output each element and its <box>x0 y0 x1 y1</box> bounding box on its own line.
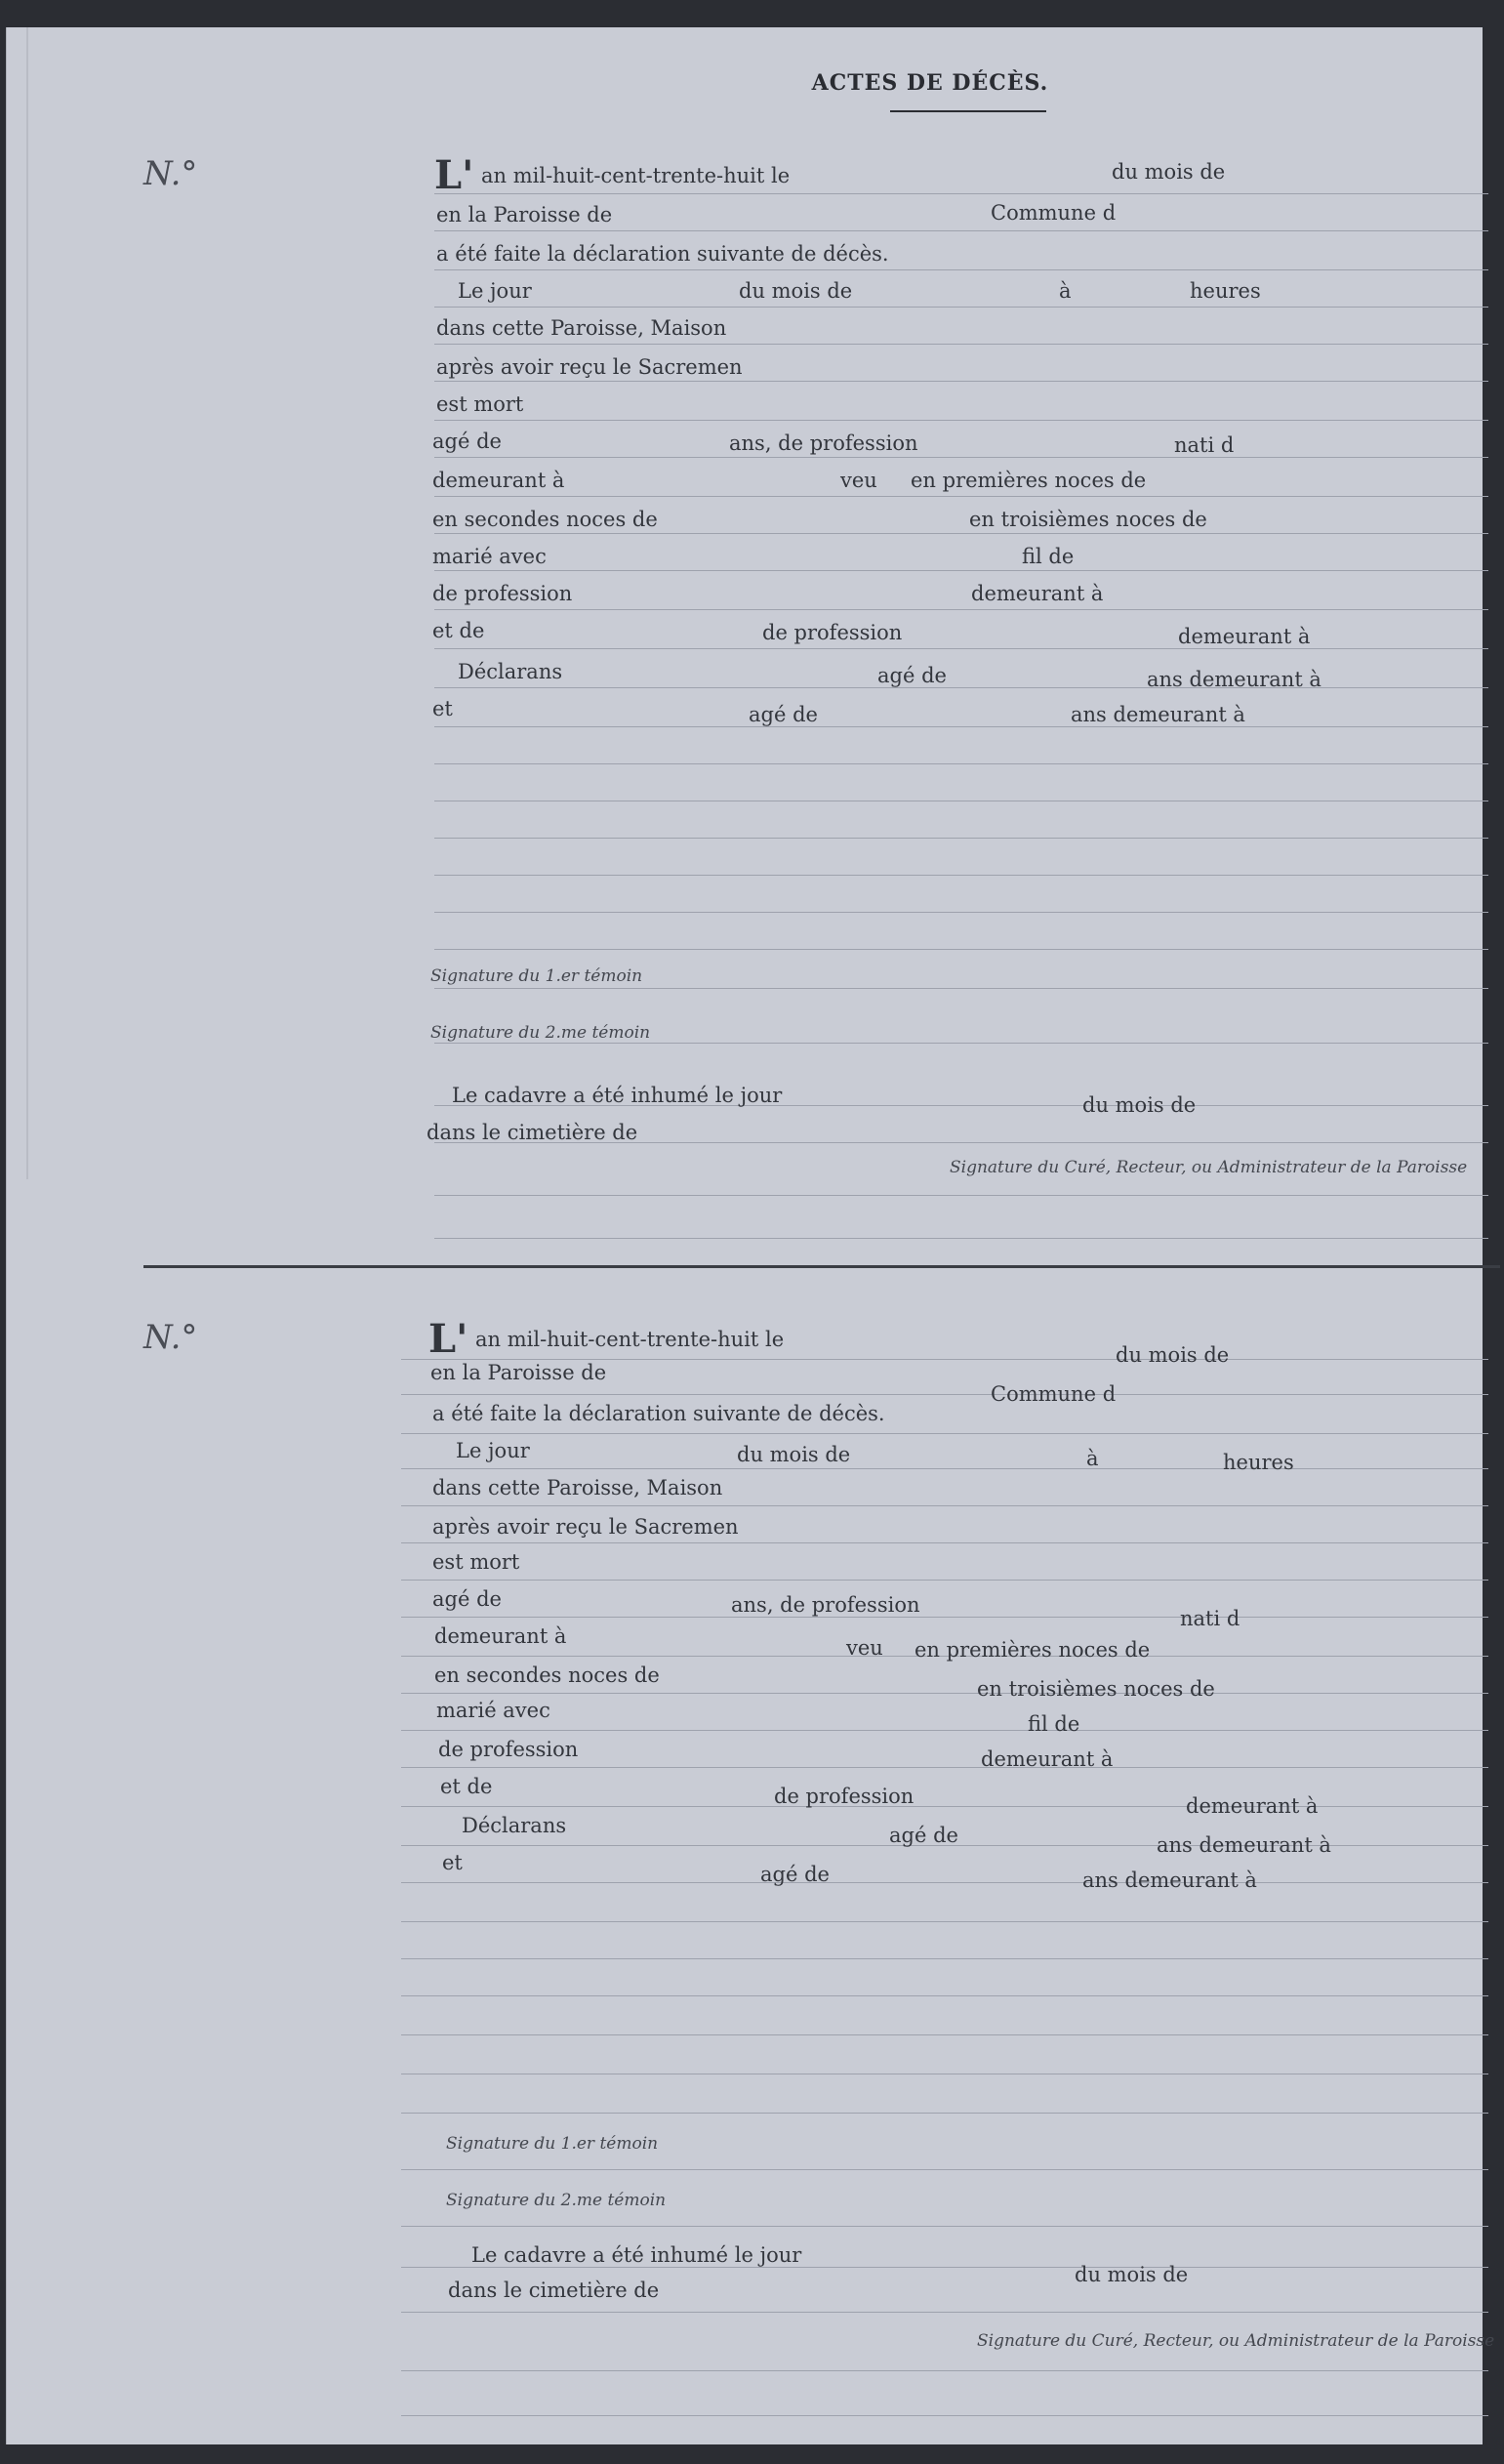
label-troisiemes-noces: en troisièmes noces de <box>977 1677 1215 1701</box>
ruled-line <box>434 1238 1488 1239</box>
label-et: et <box>442 1851 463 1874</box>
label-maison: dans cette Paroisse, Maison <box>436 316 727 340</box>
ruled-line <box>401 1359 1488 1360</box>
label-declaration: a été faite la déclaration suivante de décès. <box>436 242 889 266</box>
ruled-line <box>401 1958 1488 1959</box>
label-commune: Commune d <box>991 201 1117 225</box>
ruled-line <box>434 949 1488 950</box>
ruled-line <box>401 2267 1488 2268</box>
ruled-line <box>434 269 1488 270</box>
label-le-jour: Le jour <box>458 279 532 303</box>
ruled-line <box>434 230 1488 231</box>
label-ans-demeurant-2: ans demeurant à <box>1082 1869 1257 1892</box>
signature-cure: Signature du Curé, Recteur, ou Administrateur de la Paroisse <box>950 1158 1468 1177</box>
label-cadavre: Le cadavre a été inhumé le jour <box>471 2243 802 2267</box>
label-nati: nati d <box>1180 1607 1240 1630</box>
ruled-line <box>401 2415 1488 2416</box>
label-est-mort: est mort <box>436 392 524 416</box>
label-secondes-noces: en secondes noces de <box>432 508 658 531</box>
ruled-line <box>401 1730 1488 1731</box>
ruled-line <box>401 2034 1488 2035</box>
ruled-line <box>401 1617 1488 1618</box>
ruled-line <box>434 1043 1488 1044</box>
ruled-line <box>401 2312 1488 2313</box>
label-du-mois-de: du mois de <box>1112 160 1226 184</box>
label-marie-avec: marié avec <box>436 1699 550 1722</box>
label-du-mois-de-2: du mois de <box>737 1443 851 1466</box>
signature-cure: Signature du Curé, Recteur, ou Administrateur de la Paroisse <box>977 2331 1495 2351</box>
label-veu: veu <box>840 469 877 492</box>
ruled-line <box>401 1882 1488 1883</box>
label-du-mois-de-2: du mois de <box>739 279 853 303</box>
label-ans-demeurant-2: ans demeurant à <box>1071 703 1245 726</box>
signature-witness-2: Signature du 2.me témoin <box>446 2191 667 2210</box>
label-a: à <box>1086 1447 1099 1470</box>
label-cadavre: Le cadavre a été inhumé le jour <box>452 1084 783 1107</box>
label-demeurant: demeurant à <box>434 1624 567 1648</box>
label-age-de-3: agé de <box>760 1863 830 1886</box>
ruled-line <box>401 1580 1488 1581</box>
label-demeurant-a: demeurant à <box>981 1747 1114 1771</box>
label-de-profession-2: de profession <box>774 1785 915 1808</box>
ruled-line <box>434 609 1488 610</box>
label-age-de: agé de <box>432 1587 502 1611</box>
label-commune: Commune d <box>991 1382 1117 1406</box>
ruled-line <box>434 193 1488 194</box>
ruled-line <box>434 307 1488 308</box>
label-demeurant-a-2: demeurant à <box>1186 1794 1319 1818</box>
ruled-line <box>401 1767 1488 1768</box>
label-du-mois-de: du mois de <box>1116 1343 1230 1367</box>
entry-number-label: N.° <box>143 1318 198 1357</box>
ruled-line <box>434 988 1488 989</box>
ruled-line <box>434 726 1488 727</box>
label-a: à <box>1059 279 1072 303</box>
label-veu: veu <box>846 1636 883 1660</box>
label-et-de: et de <box>432 619 485 642</box>
label-ans-demeurant: ans demeurant à <box>1157 1833 1331 1857</box>
label-age-de-3: agé de <box>749 703 818 726</box>
ruled-line <box>434 875 1488 876</box>
label-et: et <box>432 697 453 720</box>
label-secondes-noces: en secondes noces de <box>434 1663 660 1687</box>
register-page <box>6 27 1495 2444</box>
ruled-line <box>401 2113 1488 2114</box>
ruled-line <box>434 344 1488 345</box>
ruled-line <box>434 648 1488 649</box>
signature-witness-1: Signature du 1.er témoin <box>430 966 643 986</box>
entry-separator <box>143 1265 1500 1268</box>
label-paroisse: en la Paroisse de <box>436 203 613 226</box>
label-age-de: agé de <box>432 430 502 453</box>
signature-witness-2: Signature du 2.me témoin <box>430 1023 651 1043</box>
ruled-line <box>434 496 1488 497</box>
label-est-mort: est mort <box>432 1550 520 1574</box>
ruled-line <box>401 1693 1488 1694</box>
ruled-line <box>401 1433 1488 1434</box>
label-nati: nati d <box>1174 433 1235 457</box>
label-demeurant-a: demeurant à <box>971 582 1104 605</box>
label-et-de: et de <box>440 1775 493 1798</box>
first-line-text: an mil-huit-cent-trente-huit le <box>475 1328 785 1351</box>
ruled-line <box>434 838 1488 839</box>
label-du-mois-de-3: du mois de <box>1082 1093 1197 1117</box>
label-troisiemes-noces: en troisièmes noces de <box>969 508 1207 531</box>
ruled-line <box>401 1921 1488 1922</box>
title-underline <box>890 110 1046 112</box>
label-fil-de: fil de <box>1028 1712 1080 1736</box>
signature-witness-1: Signature du 1.er témoin <box>446 2134 659 2154</box>
ruled-line <box>434 687 1488 688</box>
ruled-line <box>401 1806 1488 1807</box>
page-spine <box>26 27 28 1179</box>
label-fil-de: fil de <box>1022 545 1075 568</box>
ruled-line <box>401 2169 1488 2170</box>
label-de-profession: de profession <box>438 1738 579 1761</box>
label-premieres-noces: en premières noces de <box>911 469 1147 492</box>
label-sacremen: après avoir reçu le Sacremen <box>436 355 743 379</box>
ruled-line <box>434 381 1488 382</box>
label-declaration: a été faite la déclaration suivante de décès. <box>432 1402 885 1425</box>
entry-number-label: N.° <box>143 154 198 193</box>
ruled-line <box>434 912 1488 913</box>
ruled-line <box>434 570 1488 571</box>
ruled-line <box>401 2370 1488 2371</box>
ruled-line <box>434 420 1488 421</box>
first-line-text: an mil-huit-cent-trente-huit le <box>481 164 791 187</box>
label-cimetiere: dans le cimetière de <box>427 1121 638 1144</box>
label-ans-profession: ans, de profession <box>729 431 918 455</box>
page-title: ACTES DE DÉCÈS. <box>811 70 1049 96</box>
label-maison: dans cette Paroisse, Maison <box>432 1476 723 1499</box>
label-ans-demeurant: ans demeurant à <box>1147 668 1321 691</box>
label-demeurant-a-2: demeurant à <box>1178 625 1311 648</box>
label-de-profession-2: de profession <box>762 621 903 644</box>
label-cimetiere: dans le cimetière de <box>448 2279 660 2302</box>
label-marie-avec: marié avec <box>432 545 547 568</box>
ruled-line <box>401 1505 1488 1506</box>
label-declarans: Déclarans <box>462 1814 567 1837</box>
label-heures: heures <box>1223 1451 1294 1474</box>
ruled-line <box>401 1542 1488 1543</box>
label-age-de-2: agé de <box>889 1824 958 1847</box>
label-du-mois-de-3: du mois de <box>1075 2263 1189 2286</box>
label-le-jour: Le jour <box>456 1439 530 1462</box>
label-de-profession: de profession <box>432 582 573 605</box>
label-ans-profession: ans, de profession <box>731 1593 920 1617</box>
label-age-de-2: agé de <box>877 664 947 687</box>
ruled-line <box>401 1394 1488 1395</box>
label-premieres-noces: en premières noces de <box>915 1638 1151 1662</box>
label-declarans: Déclarans <box>458 660 563 683</box>
label-sacremen: après avoir reçu le Sacremen <box>432 1515 739 1539</box>
ruled-line <box>401 2226 1488 2227</box>
first-line-initial: L' <box>434 152 474 198</box>
first-line-initial: L' <box>428 1316 468 1362</box>
ruled-line <box>434 533 1488 534</box>
ruled-line <box>434 763 1488 764</box>
ruled-line <box>434 457 1488 458</box>
ruled-line <box>401 1468 1488 1469</box>
ruled-line <box>434 1195 1488 1196</box>
ruled-line <box>401 1995 1488 1996</box>
label-heures: heures <box>1190 279 1261 303</box>
label-demeurant: demeurant à <box>432 469 565 492</box>
label-paroisse: en la Paroisse de <box>430 1361 607 1384</box>
